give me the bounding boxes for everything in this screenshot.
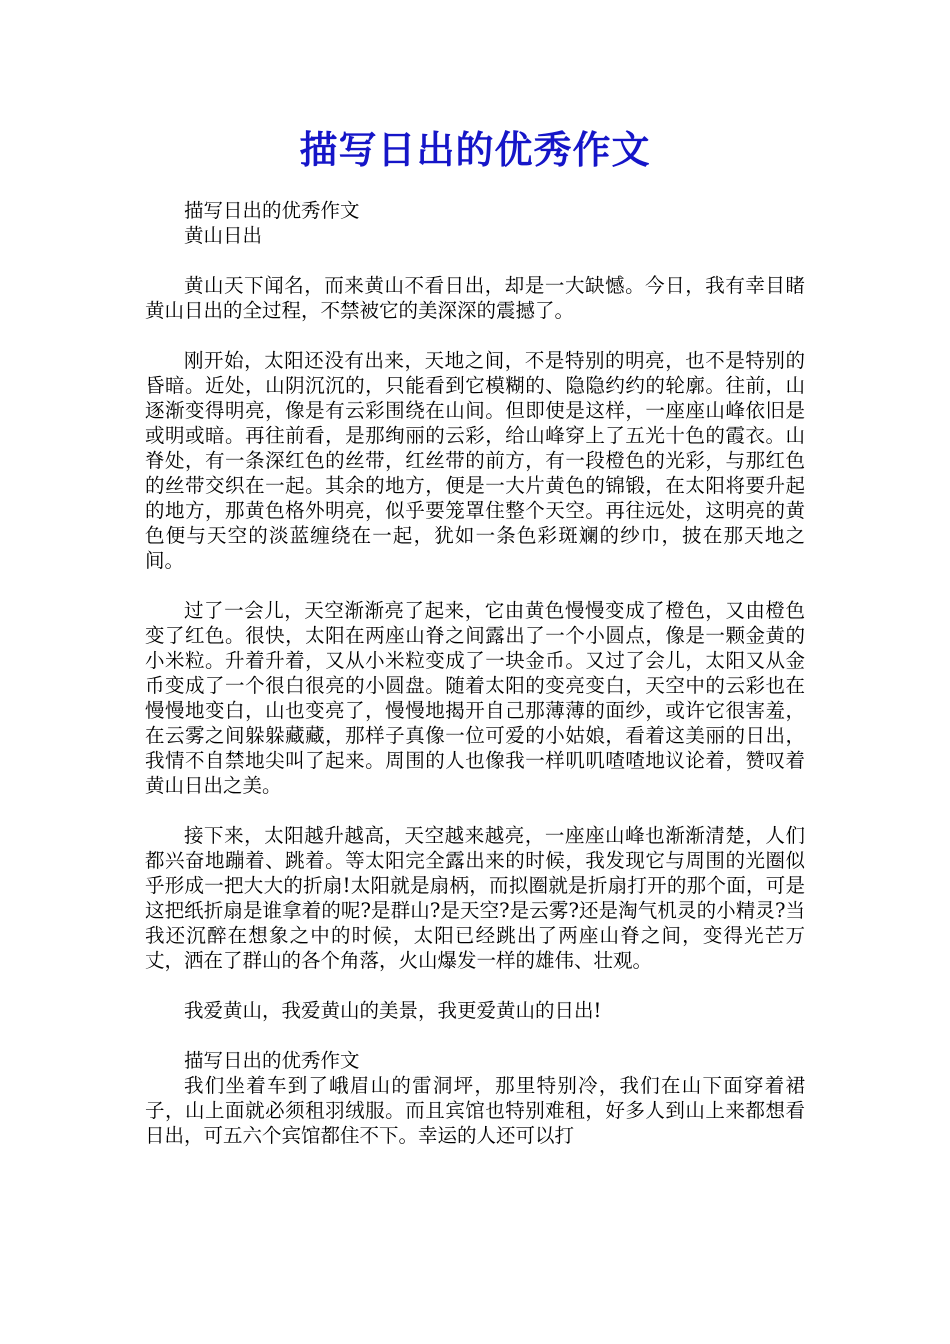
paragraph: 接下来，太阳越升越高，天空越来越亮，一座座山峰也渐渐清楚，人们都兴奋地蹦着、跳着。等太阳完全露出来的时候，我发现它与周围的光圈似乎形成一把大大的折扇!太阳就是扇柄，而拟圈就是折扇打开的那个面，可是这把纸折扇是谁拿着的呢?是群山?是天空?是云雾?还是淘气机灵的小精灵?当我还沉醉在想象之中的时候，太阳已经跳出了两座山脊之间，变得光芒万丈，洒在了群山的各个角落，火山爆发一样的雄伟、壮观。 — [145, 824, 805, 972]
paragraph-gap — [145, 248, 805, 273]
document-body — [145, 198, 805, 1148]
paragraph: 我爱黄山，我爱黄山的美景，我更爱黄山的日出! — [184, 999, 602, 1022]
essay-subtitle: 描写日出的优秀作文 — [184, 199, 360, 222]
document-title: 描写日出的优秀作文 — [299, 127, 651, 172]
paragraph-gap — [145, 798, 805, 823]
paragraph-gap — [145, 573, 805, 598]
section-heading: 黄山日出 — [184, 224, 263, 247]
paragraph-gap — [145, 1023, 805, 1048]
paragraph: 黄山天下闻名，而来黄山不看日出，却是一大缺憾。今日，我有幸目睹黄山日出的全过程，不禁被它的美深深的震撼了。 — [145, 274, 805, 322]
paragraph: 过了一会儿，天空渐渐亮了起来，它由黄色慢慢变成了橙色，又由橙色变了红色。很快，太阳在两座山脊之间露出了一个小圆点，像是一颗金黄的小米粒。升着升着，又从小米粒变成了一块金币。又过了会儿，太阳又从金币变成了一个很白很亮的小圆盘。随着太阳的变亮变白，天空中的云彩也在慢慢地变白，山也变亮了，慢慢地揭开自己那薄薄的面纱，或许它很害羞，在云雾之间躲躲藏藏，那样子真像一位可爱的小姑娘，看着这美丽的日出，我情不自禁地尖叫了起来。周围的人也像我一样叽叽喳喳地议论着，赞叹着黄山日出之美。 — [145, 599, 805, 797]
paragraph: 我们坐着车到了峨眉山的雷洞坪，那里特别冷，我们在山下面穿着裙子，山上面就必须租羽绒服。而且宾馆也特别难租，好多人到山上来都想看日出，可五六个宾馆都住不下。幸运的人还可以打 — [145, 1074, 805, 1147]
section-heading: 描写日出的优秀作文 — [184, 1049, 360, 1072]
paragraph-gap — [145, 973, 805, 998]
paragraph-gap — [145, 323, 805, 348]
paragraph: 刚开始，太阳还没有出来，天地之间，不是特别的明亮，也不是特别的昏暗。近处，山阴沉沉的，只能看到它模糊的、隐隐约约的轮廓。往前，山逐渐变得明亮，像是有云彩围绕在山间。但即使是这样，一座座山峰依旧是或明或暗。再往前看，是那绚丽的云彩，给山峰穿上了五光十色的霞衣。山脊处，有一条深红色的丝带，红丝带的前方，有一段橙色的光彩，与那红色的丝带交织在一起。其余的地方，便是一大片黄色的锦锻，在太阳将要升起的地方，那黄色格外明亮，似乎要笼罩住整个天空。再往远处，这明亮的黄色便与天空的淡蓝缠绕在一起，犹如一条色彩斑斓的纱巾，披在那天地之间。 — [145, 349, 805, 572]
